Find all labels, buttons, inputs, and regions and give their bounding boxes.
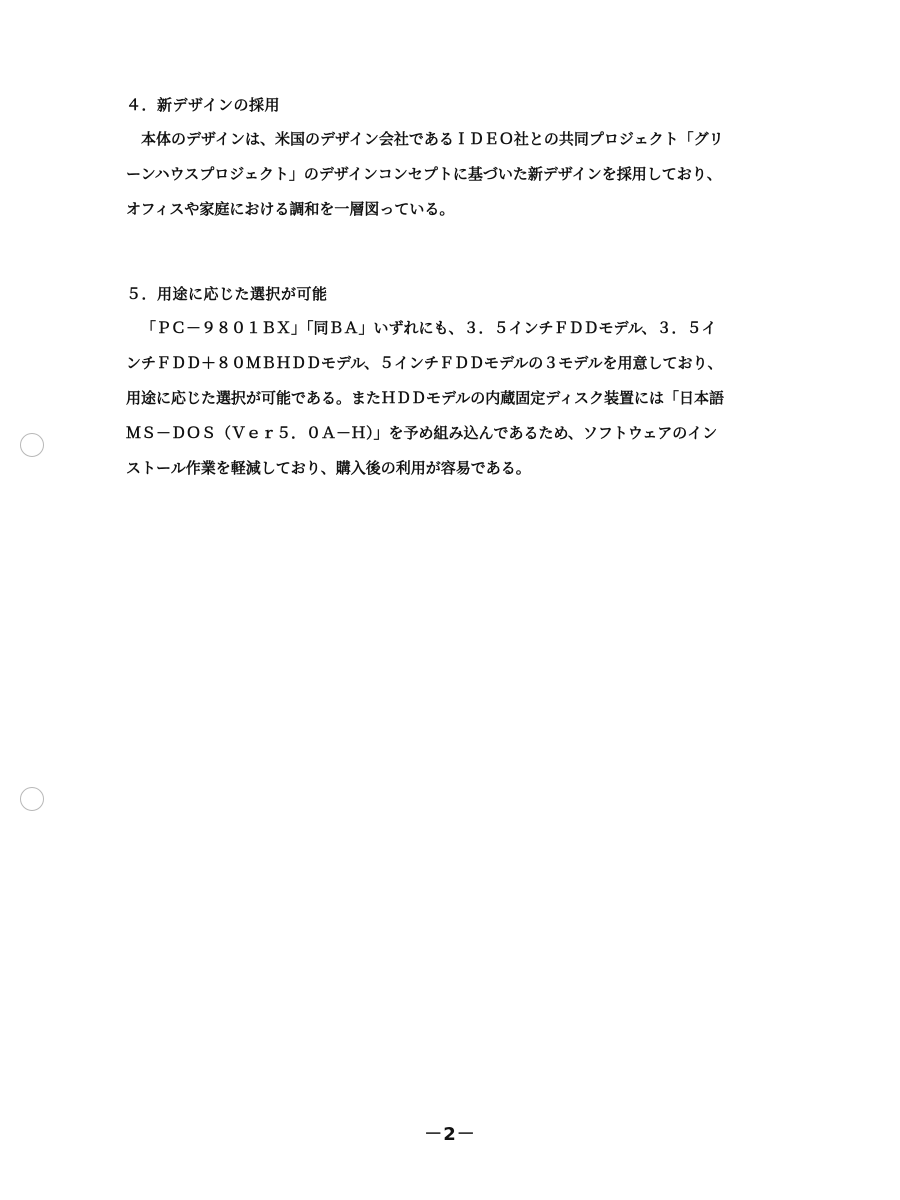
page-number: －2－ xyxy=(424,1124,476,1145)
punch-hole-mark xyxy=(20,433,44,457)
section-new-design xyxy=(126,94,816,233)
paragraph-line: ストール作業を軽減しており、購入後の利用が容易である。 xyxy=(126,459,531,477)
paragraph-line: 用途に応じた選択が可能である。またＨＤＤモデルの内蔵固定ディスク装置には「日本語 xyxy=(126,389,725,407)
paragraph-line: ーンハウスプロジェクト」のデザインコンセプトに基づいた新デザインを採用しており、 xyxy=(126,165,722,183)
paragraph-line: オフィスや家庭における調和を一層図っている。 xyxy=(126,200,455,218)
section-heading: ４．新デザインの採用 xyxy=(126,96,280,114)
section-model-selection xyxy=(126,283,816,492)
paragraph-line: 本体のデザインは、米国のデザイン会社であるＩＤＥＯ社との共同プロジェクト「グリ xyxy=(141,130,724,148)
paragraph-line: 「ＰＣ－９８０１ＢＸ」「同ＢＡ」いずれにも、３．５インチＦＤＤモデル、３．５イ xyxy=(141,319,717,337)
paragraph-line: ンチＦＤＤ＋８０ＭＢＨＤＤモデル、５インチＦＤＤモデルの３モデルを用意しており、 xyxy=(126,354,723,372)
section-heading: ５．用途に応じた選択が可能 xyxy=(126,285,328,303)
punch-hole-mark xyxy=(20,787,44,811)
paragraph-line: ＭＳ－ＤＯＳ（Ｖｅｒ５．０Ａ－Ｈ）」を予め組み込んであるため、ソフトウェアのイン xyxy=(126,424,718,442)
